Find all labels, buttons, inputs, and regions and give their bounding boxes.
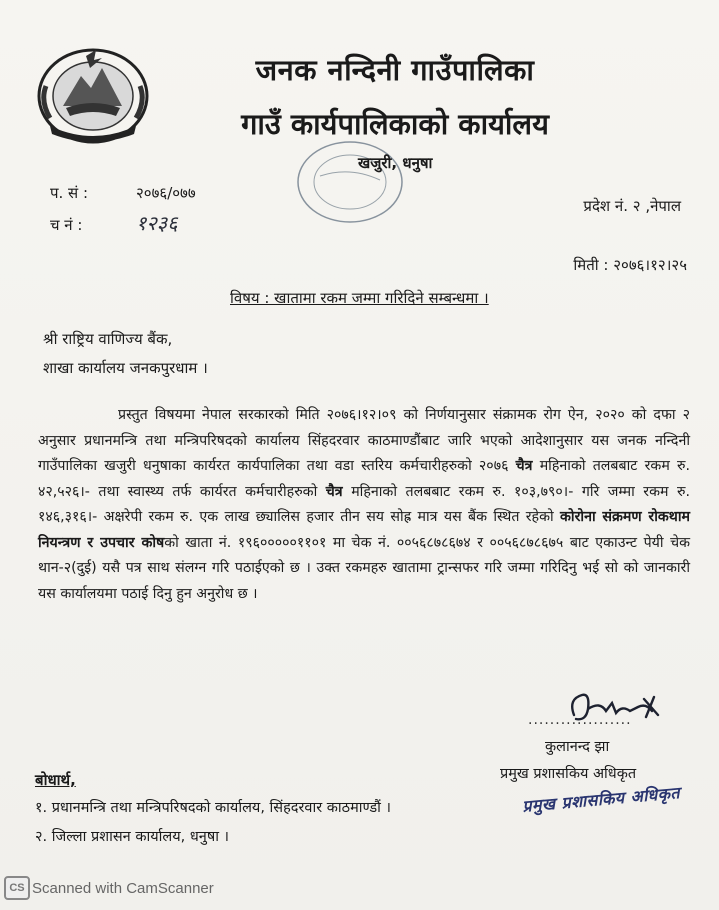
nepal-government-emblem-icon — [36, 46, 150, 146]
reference-cn — [50, 209, 178, 236]
cn-value-handwritten: १२३६ — [136, 211, 178, 235]
province-label: प्रदेश नं. २ ,नेपाल — [583, 197, 681, 215]
letter-body — [38, 403, 690, 607]
camscanner-text: Scanned with CamScanner — [32, 879, 214, 897]
letter-date: मिती : २०७६।१२।२५ — [573, 256, 687, 274]
office-address: खजुरी, धनुषा — [358, 154, 433, 172]
signatory-title: प्रमुख प्रशासकिय अधिकृत — [500, 766, 637, 782]
cc-item-2: २. जिल्ला प्रशासन कार्यालय, धनुषा । — [35, 829, 230, 845]
ps-label: प. सं : — [50, 184, 89, 202]
letter-subject: विषय : खातामा रकम जम्मा गरिदिने सम्बन्धमा । — [230, 289, 489, 307]
camscanner-watermark — [4, 876, 214, 900]
cc-heading: बोधार्थ, — [35, 771, 76, 789]
signatory-name: कुलानन्द झा — [545, 739, 610, 755]
signatory-title-stamp: प्रमुख प्रशासकिय अधिकृत — [521, 783, 681, 816]
camscanner-logo-icon: CS — [4, 876, 30, 900]
office-name-title: जनक नन्दिनी गाउँपालिका — [255, 53, 535, 87]
addressee-line-2: शाखा कार्यालय जनकपुरधाम । — [43, 359, 208, 377]
office-type-title: गाउँ कार्यपालिकाको कार्यालय — [241, 107, 549, 141]
body-part-1: प्रस्तुत विषयमा नेपाल सरकारको मिति २०७६।१२।०९ को निर्णयानुसार संक्रामक रोग ऐन, २०२० को दफा २ अनुसार प्रधानमन्त्रि तथा मन्त्रिपरिषदको कार्यालय सिंहदरवार काठमाण्डौंबाट जारि भएको आदेशानुसार यस जनक नन्दिनी गाउँपालिका खजुरी धनुषाका कार्यरत कार्यपालिका तथा वडा स्तरिय कर्मचारीहरुको २०७६ — [38, 407, 690, 474]
addressee-line-1: श्री राष्ट्रिय वाणिज्य बैंक, — [43, 330, 173, 348]
body-part-3: महिनाको तलबबाट रकम रु. १०३,७९०।- गरि जम्मा रकम रु. १४६,३१६।- अक्षरेपी रकम रु. एक लाख छ्यालिस हजार तीन सय सोह्र मात्र यस बैंक स्थित रहेको — [38, 483, 691, 525]
ps-value: २०७६/०७७ — [136, 184, 196, 202]
body-part-4: को खाता नं. १९६०००००११०१ मा चेक नं. ००५६८७८६७४ र ००५६८७८६७५ बाट एकाउन्ट पेयी चेक थान-२(दुई) यसै पत्र साथ संलग्न गरि पठाईएको छ । उक्त रकमहरु खातामा ट्रान्सफर गरि जम्मा गरिदिनु भई सो को जानकारी यस कार्यालयमा पठाई दिनु हुन अनुरोध छ । — [38, 534, 690, 602]
body-bold-month-1: चैत्र — [515, 458, 533, 474]
body-bold-fund-name: कोरोना संक्रमण रोकथाम नियन्त्रण र उपचार कोष — [38, 509, 690, 551]
signature-line: ................... — [528, 712, 632, 728]
body-part-2: महिनाको तलबबाट रकम रु. ४२,५२६।- तथा स्वास्थ्य तर्फ कार्यरत कर्मचारीहरुको — [38, 458, 691, 500]
cc-item-1: १. प्रधानमन्त्रि तथा मन्त्रिपरिषदको कार्यालय, सिंहदरवार काठमाण्डौं । — [35, 800, 392, 816]
reference-ps — [50, 183, 196, 203]
body-bold-month-2: चैत्र — [325, 483, 343, 500]
cn-label: च नं : — [50, 216, 83, 234]
office-round-stamp-icon — [290, 136, 410, 228]
